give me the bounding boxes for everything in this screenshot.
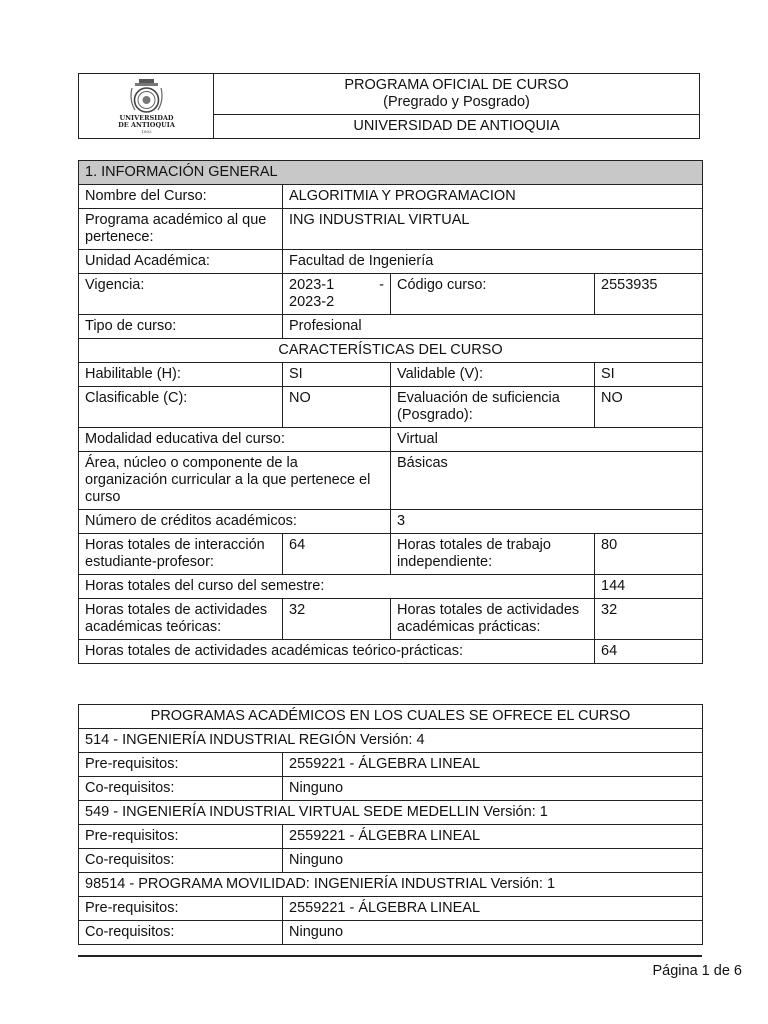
validity-value: 2023-1 - 2023-2 (283, 274, 391, 315)
university-logo (79, 74, 214, 138)
corequisites-label: Co-requisitos: (79, 849, 283, 873)
corequisites-label: Co-requisitos: (79, 777, 283, 801)
habilitable-value: SI (283, 363, 391, 387)
semester-hours-value: 144 (595, 575, 703, 599)
course-name-value: ALGORITMIA Y PROGRAMACION (283, 185, 703, 209)
independent-hours-label: Horas totales de trabajo independiente: (391, 534, 595, 575)
corequisites-label: Co-requisitos: (79, 921, 283, 945)
corequisites-value: Ninguno (283, 849, 703, 873)
programs-table (78, 704, 703, 945)
program-value: ING INDUSTRIAL VIRTUAL (283, 209, 703, 250)
program-name: 98514 - PROGRAMA MOVILIDAD: INGENIERÍA INDUSTRIAL Versión: 1 (79, 873, 703, 897)
area-value: Básicas (391, 452, 703, 510)
area-label: Área, núcleo o componente de la organización curricular a la que pertenece el curso (79, 452, 391, 510)
sufficiency-value: NO (595, 387, 703, 428)
theory-practice-hours-label: Horas totales de actividades académicas teórico-prácticas: (79, 640, 595, 664)
course-code-value: 2553935 (595, 274, 703, 315)
document-title-cell (214, 74, 699, 115)
practice-hours-value: 32 (595, 599, 703, 640)
clasificable-value: NO (283, 387, 391, 428)
corequisites-value: Ninguno (283, 921, 703, 945)
general-info-table (78, 160, 703, 664)
course-type-value: Profesional (283, 315, 703, 339)
prerequisites-label: Pre-requisitos: (79, 753, 283, 777)
university-seal-icon (79, 74, 214, 138)
program-name: 549 - INGENIERÍA INDUSTRIAL VIRTUAL SEDE MEDELLIN Versión: 1 (79, 801, 703, 825)
clasificable-label: Clasificable (C): (79, 387, 283, 428)
theory-practice-hours-value: 64 (595, 640, 703, 664)
credits-label: Número de créditos académicos: (79, 510, 391, 534)
svg-text:UNIVERSIDAD: UNIVERSIDAD (119, 114, 174, 122)
programs-title: PROGRAMAS ACADÉMICOS EN LOS CUALES SE OFRECE EL CURSO (79, 705, 703, 729)
characteristics-title: CARACTERÍSTICAS DEL CURSO (79, 339, 703, 363)
corequisites-value: Ninguno (283, 777, 703, 801)
unit-label: Unidad Académica: (79, 250, 283, 274)
unit-value: Facultad de Ingeniería (283, 250, 703, 274)
prerequisites-label: Pre-requisitos: (79, 825, 283, 849)
validable-label: Validable (V): (391, 363, 595, 387)
validable-value: SI (595, 363, 703, 387)
university-name-cell (214, 114, 699, 138)
prerequisites-value: 2559221 - ÁLGEBRA LINEAL (283, 825, 703, 849)
prerequisites-label: Pre-requisitos: (79, 897, 283, 921)
prerequisites-value: 2559221 - ÁLGEBRA LINEAL (283, 753, 703, 777)
program-name: 514 - INGENIERÍA INDUSTRIAL REGIÓN Versión: 4 (79, 729, 703, 753)
svg-text:DE ANTIOQUIA: DE ANTIOQUIA (118, 121, 175, 129)
svg-text:1803: 1803 (141, 129, 152, 134)
interaction-hours-value: 64 (283, 534, 391, 575)
course-code-label: Código curso: (391, 274, 595, 315)
independent-hours-value: 80 (595, 534, 703, 575)
document-title: PROGRAMA OFICIAL DE CURSO (344, 77, 569, 93)
interaction-hours-label: Horas totales de interacción estudiante-profesor: (79, 534, 283, 575)
validity-label: Vigencia: (79, 274, 283, 315)
document-header (78, 73, 700, 139)
theory-hours-label: Horas totales de actividades académicas teóricas: (79, 599, 283, 640)
course-type-label: Tipo de curso: (79, 315, 283, 339)
section-title: 1. INFORMACIÓN GENERAL (79, 161, 703, 185)
course-name-label: Nombre del Curso: (79, 185, 283, 209)
document-subtitle: (Pregrado y Posgrado) (383, 94, 530, 110)
program-label: Programa académico al que pertenece: (79, 209, 283, 250)
sufficiency-label: Evaluación de suficiencia (Posgrado): (391, 387, 595, 428)
page-number: Página 1 de 6 (652, 963, 742, 979)
habilitable-label: Habilitable (H): (79, 363, 283, 387)
practice-hours-label: Horas totales de actividades académicas prácticas: (391, 599, 595, 640)
university-name: UNIVERSIDAD DE ANTIOQUIA (353, 118, 560, 134)
semester-hours-label: Horas totales del curso del semestre: (79, 575, 595, 599)
theory-hours-value: 32 (283, 599, 391, 640)
modality-label: Modalidad educativa del curso: (79, 428, 391, 452)
modality-value: Virtual (391, 428, 703, 452)
footer-divider (78, 955, 702, 957)
prerequisites-value: 2559221 - ÁLGEBRA LINEAL (283, 897, 703, 921)
credits-value: 3 (391, 510, 703, 534)
